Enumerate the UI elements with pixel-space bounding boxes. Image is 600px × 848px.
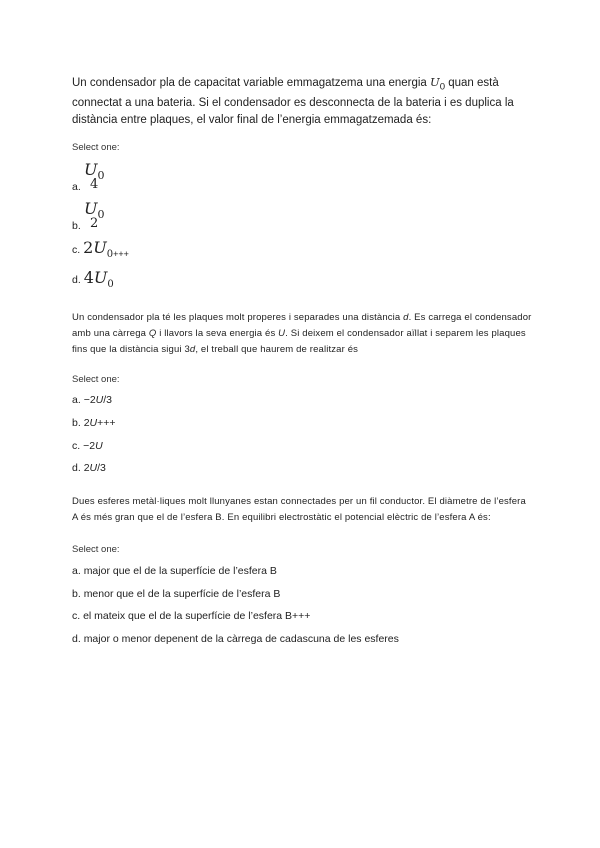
q3-option-d-text: major o menor depenent de la càrrega de cadascuna de les esferes bbox=[83, 633, 399, 645]
q2-option-d-letter: d. bbox=[72, 462, 81, 474]
q1-option-b-subscript: 0 bbox=[97, 208, 105, 222]
q1-option-a-letter: a. bbox=[72, 181, 81, 193]
q2-energy-symbol: U bbox=[278, 328, 286, 339]
q3-option-b-text: menor que el de la superfície de l’esfera B bbox=[83, 588, 281, 600]
q2-text-part: i llavors la seva energia és bbox=[156, 328, 279, 339]
q1-option-c-subscript: 0 bbox=[106, 249, 114, 261]
q1-option-c-expression bbox=[83, 238, 129, 261]
q1-text-part: quan està connectat a una bateria. Si el condensador es desconnecta de la bateria i es duplica la distància entre plaques, el valor final de l’energia emmagatzemada és: bbox=[72, 77, 514, 127]
q1-option-b[interactable] bbox=[72, 199, 192, 235]
q1-option-b-symbol: U bbox=[84, 199, 98, 218]
q2-text-part: , el treball que haurem de realitzar és bbox=[195, 344, 359, 355]
q2-option-d-text: 2 bbox=[83, 462, 90, 474]
q2-option-b-text: 2 bbox=[83, 417, 90, 429]
question-1-text bbox=[72, 74, 532, 129]
q2-option-c[interactable] bbox=[72, 440, 103, 452]
q2-option-d[interactable] bbox=[72, 462, 106, 474]
q2-option-a[interactable] bbox=[72, 394, 112, 406]
q2-option-d-tail: /3 bbox=[97, 462, 106, 474]
q1-option-a-subscript: 0 bbox=[97, 169, 105, 183]
q3-select-label: Select one: bbox=[72, 544, 120, 555]
q1-option-d-coefficient: 4 bbox=[83, 268, 94, 287]
q3-option-d-letter: d. bbox=[72, 633, 81, 645]
q1-option-c-symbol: U bbox=[93, 238, 107, 257]
q2-option-b-tail: +++ bbox=[97, 417, 116, 429]
q1-option-d[interactable] bbox=[72, 268, 114, 290]
q2-option-d-symbol: U bbox=[89, 462, 98, 474]
q1-energy-subscript: 0 bbox=[439, 81, 446, 93]
q2-select-label: Select one: bbox=[72, 374, 120, 385]
q3-option-b-letter: b. bbox=[72, 588, 81, 600]
q1-option-d-subscript: 0 bbox=[107, 279, 114, 291]
question-3-text: Dues esferes metàl·liques molt llunyanes estan connectades per un fil conductor. El diàmetre de l’esfera A és més gran que el de l’esfera B. En equilibri electrostàtic el potencial elèctric de l’esfera A és: bbox=[72, 496, 526, 523]
q3-option-a-letter: a. bbox=[72, 565, 81, 577]
q3-option-b[interactable] bbox=[72, 588, 280, 600]
q1-option-a[interactable] bbox=[72, 160, 192, 196]
q3-option-c[interactable] bbox=[72, 610, 310, 622]
q3-option-d[interactable] bbox=[72, 633, 399, 645]
q2-text-part: Un condensador pla té les plaques molt properes i separades una distància bbox=[72, 312, 404, 323]
q3-option-c-letter: c. bbox=[72, 610, 81, 622]
q1-option-b-denominator: 2 bbox=[90, 216, 99, 231]
q2-option-c-text: −2 bbox=[83, 440, 96, 452]
q3-option-a-text: major que el de la superfície de l’esfera B bbox=[83, 565, 277, 577]
question-2-text bbox=[72, 310, 532, 358]
q1-option-c-suffix: +++ bbox=[113, 249, 129, 260]
q1-text-part: Un condensador pla de capacitat variable emmagatzema una energia bbox=[72, 77, 430, 89]
q2-option-a-tail: /3 bbox=[103, 394, 113, 406]
q1-option-c-coefficient: 2 bbox=[83, 238, 94, 257]
q2-distance-coefficient: 3 bbox=[184, 344, 190, 355]
q2-text-part: . Es carrega el condensador amb una càrrega bbox=[72, 312, 532, 339]
q3-option-c-text: el mateix que el de la superfície de l’esfera B+++ bbox=[83, 610, 311, 622]
q2-option-c-symbol: U bbox=[95, 440, 103, 452]
q2-option-a-letter: a. bbox=[72, 394, 81, 406]
q2-distance-symbol-2: d bbox=[189, 344, 196, 355]
q1-option-c-letter: c. bbox=[72, 244, 81, 256]
q1-option-d-symbol: U bbox=[93, 268, 108, 287]
q2-option-b-letter: b. bbox=[72, 417, 81, 429]
q1-option-d-expression bbox=[83, 268, 114, 291]
q2-option-b[interactable] bbox=[72, 417, 116, 429]
q1-option-c[interactable] bbox=[72, 238, 129, 260]
q1-option-d-letter: d. bbox=[72, 274, 81, 286]
q2-option-b-symbol: U bbox=[89, 417, 98, 429]
q1-energy-symbol: U bbox=[430, 75, 440, 89]
q1-select-label: Select one: bbox=[72, 142, 120, 153]
q2-distance-symbol: d bbox=[403, 312, 409, 323]
q2-text-part: . Si deixem el condensador aïllat i separem les plaques fins que la distància sigui bbox=[72, 328, 526, 355]
q2-option-a-symbol: U bbox=[95, 394, 104, 406]
q2-charge-symbol: Q bbox=[148, 328, 157, 339]
q1-option-a-denominator: 4 bbox=[90, 177, 99, 192]
q2-option-a-text: −2 bbox=[83, 394, 96, 406]
q1-option-a-symbol: U bbox=[84, 160, 98, 179]
q1-option-b-letter: b. bbox=[72, 220, 81, 232]
q3-option-a[interactable] bbox=[72, 565, 277, 577]
q2-option-c-letter: c. bbox=[72, 440, 81, 452]
